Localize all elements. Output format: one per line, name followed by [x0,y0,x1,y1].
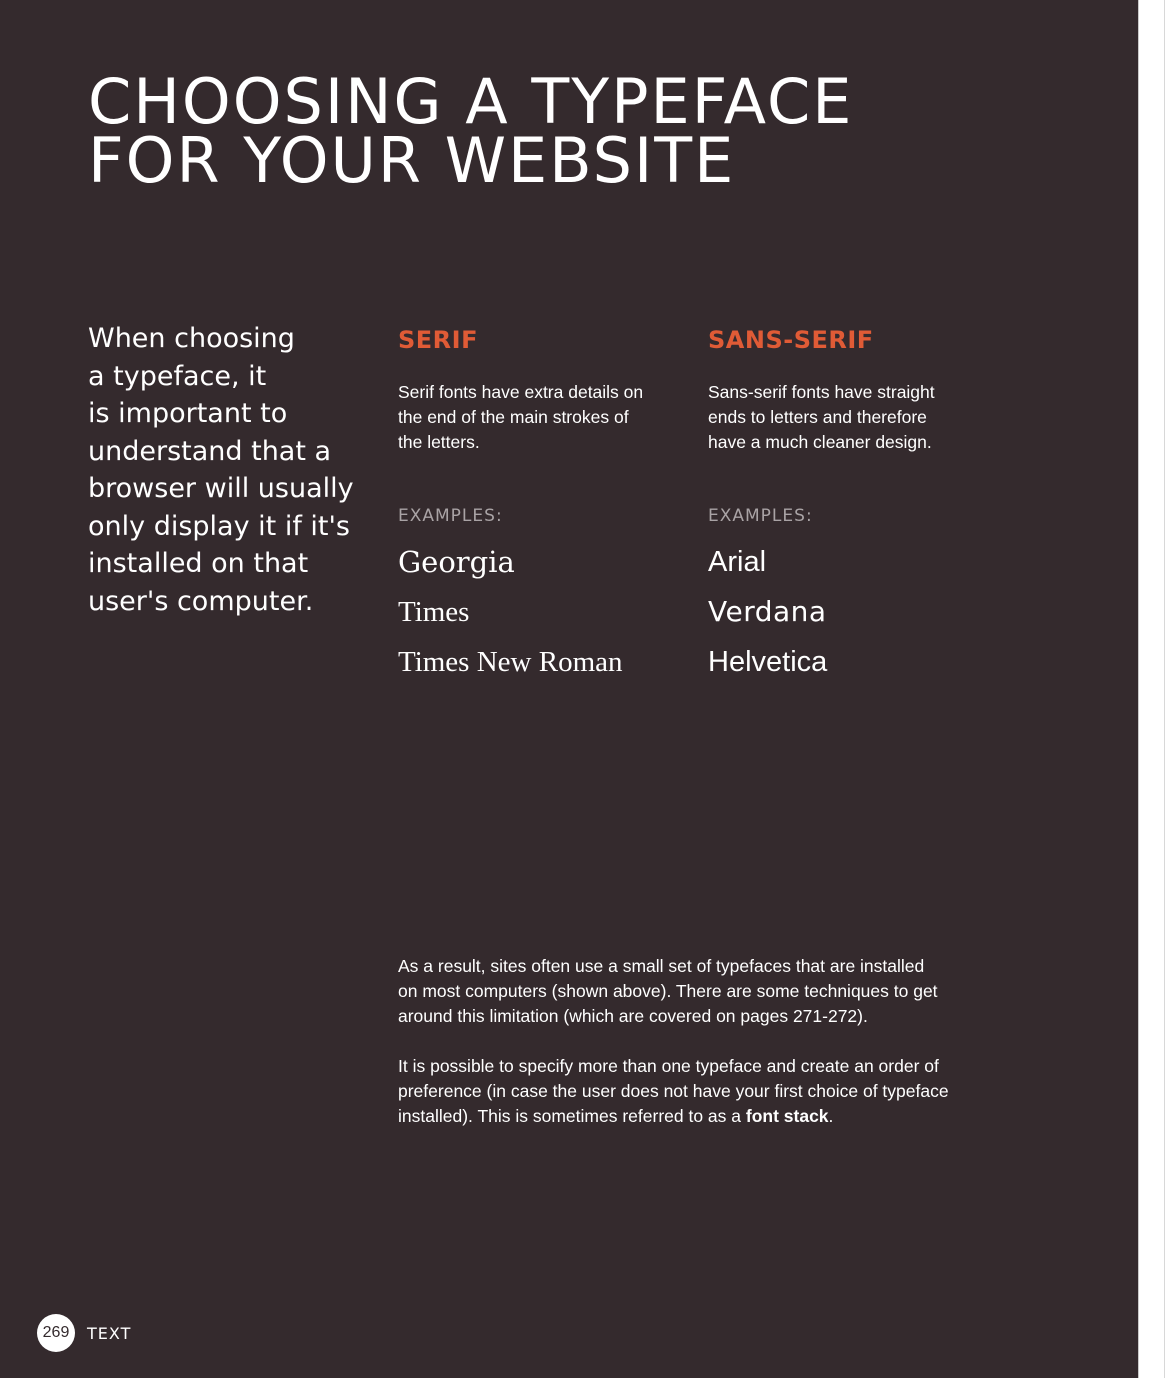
body-paragraph-1 [398,954,998,1029]
title-line-2: FOR YOUR WEBSITE [88,124,736,197]
sans-serif-description-line: have a much cleaner design. [708,432,932,452]
title-line-1: CHOOSING A TYPEFACE [88,65,854,138]
intro-line: When choosing [88,323,295,354]
example-arial: Arial [708,546,767,578]
section-name: TEXT [87,1323,132,1343]
intro-line: understand that a [88,435,332,467]
body-line: on most computers (shown above). There are some techniques to get [398,981,938,1001]
body-text [398,954,998,1154]
serif-heading: SERIF [398,326,478,354]
serif-examples-label: EXAMPLES: [398,506,503,526]
intro-line: is important to [88,398,288,429]
intro-text [88,320,358,620]
serif-description-line: the letters. [398,432,480,452]
serif-description-line: Serif fonts have extra details on [398,382,644,402]
page-edge-shade [1164,0,1165,1378]
sans-serif-description [708,380,978,455]
body-line [398,1104,998,1129]
sans-serif-examples-list [708,542,827,692]
font-stack-term: font stack [745,1106,829,1126]
body-line: preference (in case the user does not have your first choice of typeface [398,1081,949,1101]
intro-line: installed on that [88,548,309,579]
sans-serif-examples-label: EXAMPLES: [708,506,813,526]
page-number-badge: 269 [37,1314,75,1352]
sans-serif-heading: SANS-SERIF [708,326,874,354]
body-line: As a result, sites often use a small set of typefaces that are installed [398,956,925,976]
body-line-text: installed). This is sometimes referred to as a [398,1106,746,1126]
example-georgia: Georgia [398,545,515,579]
serif-description [398,380,668,455]
page-footer [37,1314,131,1352]
intro-line: only display it if it's [88,510,350,542]
sans-serif-column [708,326,978,678]
body-line: It is possible to specify more than one typeface and create an order of [398,1056,939,1076]
serif-column [398,326,668,678]
intro-line: browser will usually [88,473,354,504]
serif-description-line: the end of the main strokes of [398,407,629,427]
page-edge-divider [1138,0,1139,1378]
serif-examples-list [398,542,623,692]
body-line: around this limitation (which are covered on pages 271-272). [398,1006,868,1026]
sans-serif-description-line: Sans-serif fonts have straight [708,382,935,402]
sans-serif-description-line: ends to letters and therefore [708,407,927,427]
intro-line: a typeface, it [88,360,267,392]
example-helvetica: Helvetica [708,646,828,678]
example-verdana: Verdana [708,595,827,628]
example-times: Times [398,596,470,628]
body-line-suffix: . [828,1106,834,1126]
body-paragraph-2 [398,1054,998,1129]
example-times-new-roman: Times New Roman [398,646,623,678]
page-title [88,65,854,197]
intro-line: user's computer. [88,585,314,617]
